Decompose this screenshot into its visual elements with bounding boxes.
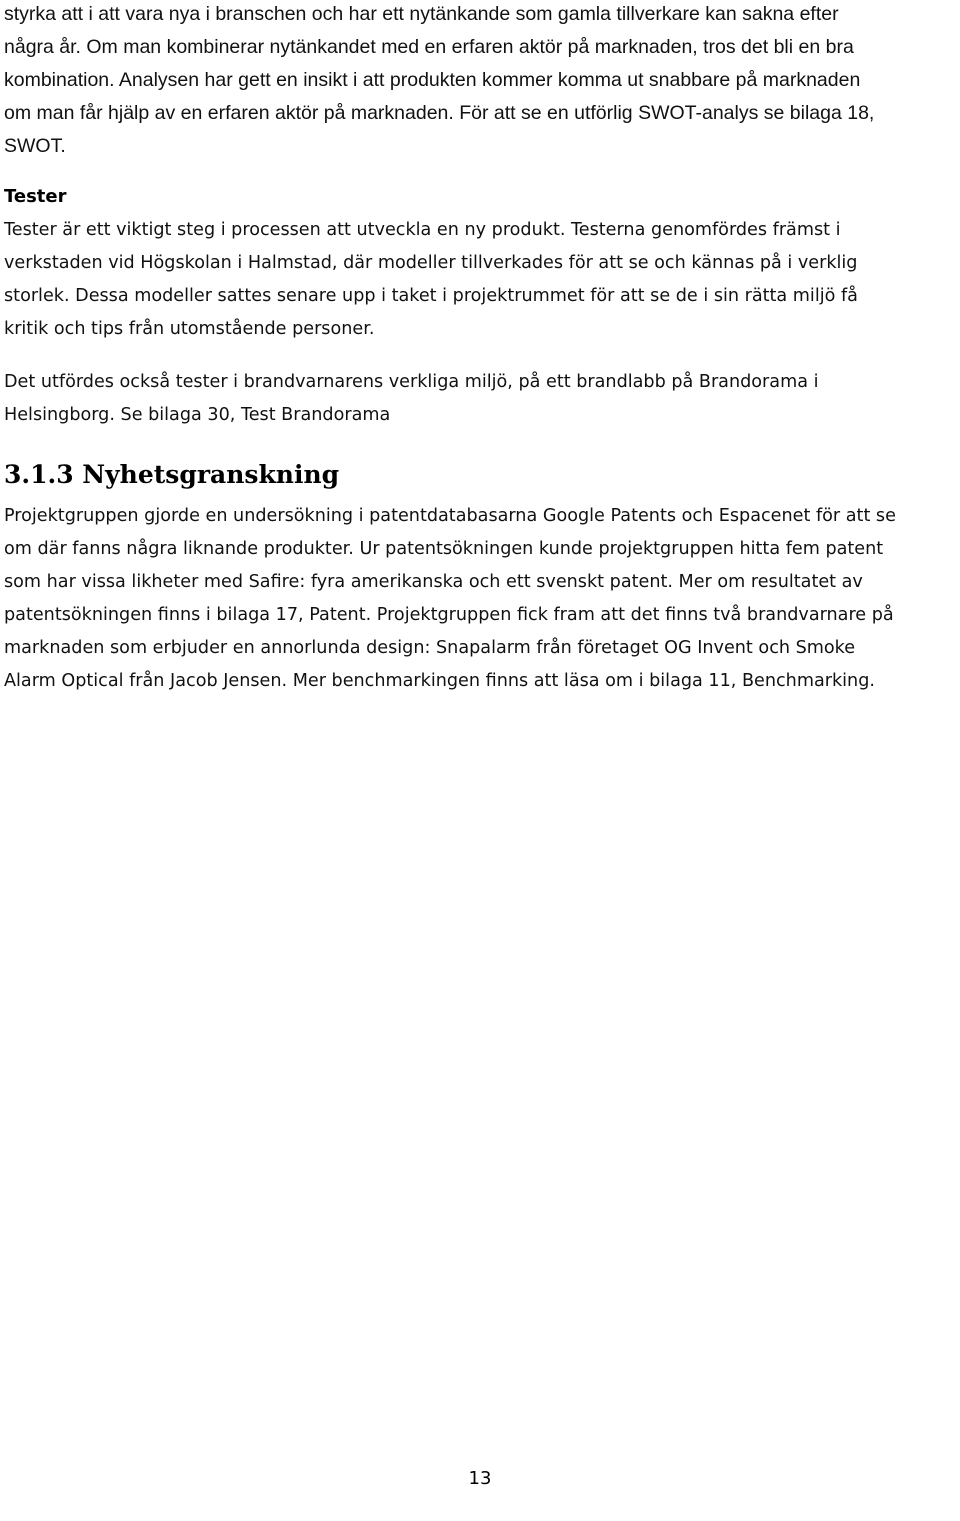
tester-para1-line: verkstaden vid Högskolan i Halmstad, där modeller tillverkades för att se och kännas på i verklig xyxy=(4,253,858,273)
tester-para1-line: kritik och tips från utomstående personer. xyxy=(4,319,375,339)
page-number: 13 xyxy=(468,1468,492,1489)
section-heading: 3.1.3 Nyhetsgranskning xyxy=(4,460,340,489)
section-line: Projektgruppen gjorde en undersökning i patentdatabasarna Google Patents och Espacenet för att se xyxy=(4,506,896,526)
section-line: patentsökningen finns i bilaga 17, Patent. Projektgruppen fick fram att det finns två brandvarnare på xyxy=(4,605,894,625)
tester-para1-line: Tester är ett viktigt steg i processen att utveckla en ny produkt. Testerna genomfördes främst i xyxy=(4,220,841,240)
section-line: om där fanns några liknande produkter. Ur patentsökningen kunde projektgruppen hitta fem patent xyxy=(4,539,884,559)
tester-para1-line: storlek. Dessa modeller sattes senare upp i taket i projektrummet för att se de i sin rätta miljö få xyxy=(4,286,858,306)
intro-line: styrka att i att vara nya i branschen och har ett nytänkande som gamla tillverkare kan sakna efter xyxy=(4,3,839,25)
section-line: som har vissa likheter med Safire: fyra amerikanska och ett svenskt patent. Mer om resultatet av xyxy=(4,572,863,592)
section-line: marknaden som erbjuder en annorlunda design: Snapalarm från företaget OG Invent och Smoke xyxy=(4,638,856,658)
intro-line: kombination. Analysen har gett en insikt i att produkten kommer komma ut snabbare på marknaden xyxy=(4,69,861,91)
intro-line: SWOT. xyxy=(4,135,66,157)
tester-heading: Tester xyxy=(4,186,67,207)
intro-line: om man får hjälp av en erfaren aktör på marknaden. För att se en utförlig SWOT-analys se bilaga 18, xyxy=(4,102,875,124)
section-line: Alarm Optical från Jacob Jensen. Mer benchmarkingen finns att läsa om i bilaga 11, Benchmarking. xyxy=(4,671,875,691)
tester-para2-line: Helsingborg. Se bilaga 30, Test Brandorama xyxy=(4,405,391,425)
tester-para2-line: Det utfördes också tester i brandvarnarens verkliga miljö, på ett brandlabb på Brandorama i xyxy=(4,372,819,392)
intro-line: några år. Om man kombinerar nytänkandet med en erfaren aktör på marknaden, tros det bli en bra xyxy=(4,36,854,58)
